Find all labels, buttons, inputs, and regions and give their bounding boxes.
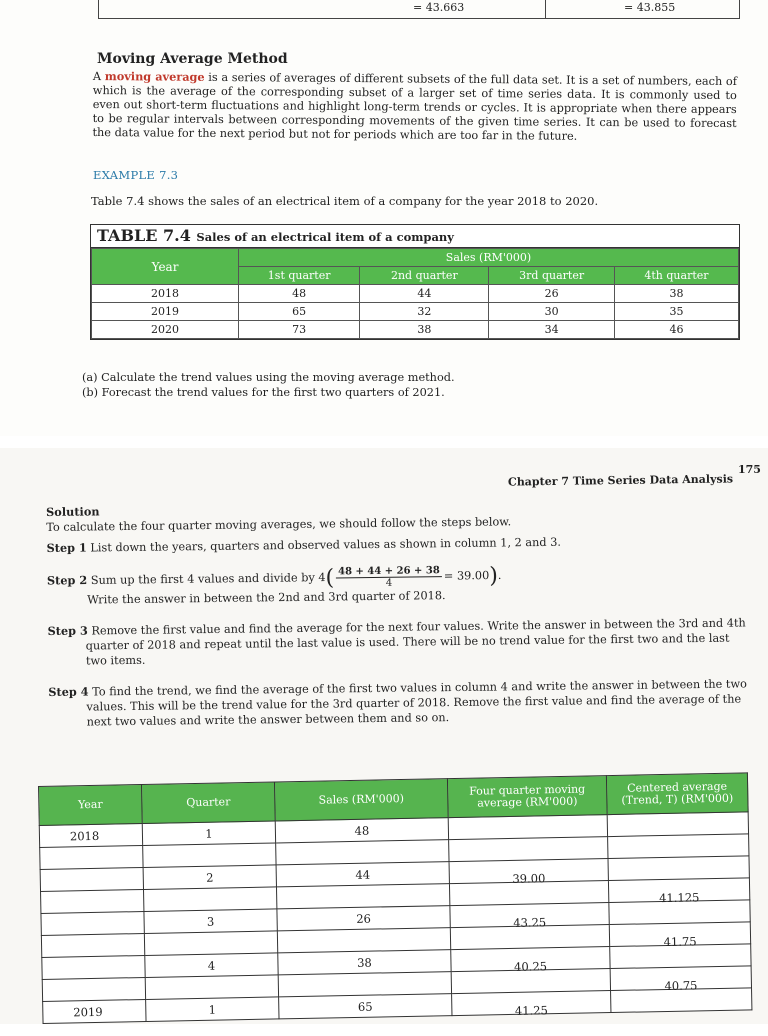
step-4: Step 4 To find the trend, we find the average of the first two values in column 4 and write the answer in between the two values. This will be the trend value for the 3rd quarter of 2018. Remove the first value and find the average of the next two values and write the answer between them and so on. xyxy=(48,677,747,729)
table-row: 2 44 39.00 xyxy=(40,856,749,892)
quarter-header: 2nd quarter xyxy=(360,267,489,285)
table-row: 2019 65 32 30 35 xyxy=(92,303,739,321)
highlighted-term: moving average xyxy=(104,69,205,84)
quarter-header: 3rd quarter xyxy=(489,267,615,285)
moving-average-value: 40.25 xyxy=(513,959,548,974)
question-list xyxy=(82,370,455,400)
fragment-value: = 43.855 xyxy=(624,1,676,14)
page-number: 175 xyxy=(738,463,761,476)
centered-average-value: 40.75 xyxy=(664,978,698,994)
solution-table xyxy=(38,772,752,1024)
table-row: 2019 1 65 41.25 xyxy=(43,988,752,1024)
table-row: 4 38 40.25 xyxy=(42,944,751,980)
example-title: EXAMPLE 7.3 xyxy=(93,168,179,182)
fragment-value: = 43.663 xyxy=(413,1,465,14)
previous-table-fragment xyxy=(98,0,740,19)
solution-table-wrapper xyxy=(38,772,755,1036)
quarter-header: 1st quarter xyxy=(239,267,360,285)
question-b: (b) Forecast the trend values for the first two quarters of 2021. xyxy=(82,386,445,399)
chapter-header: Chapter 7 Time Series Data Analysis xyxy=(507,472,734,489)
step-2: Step 2 Sum up the first 4 values and divide by 4( $\frac{48 + 44 + 26 + 38}{4}$ = 39.00). xyxy=(46,563,502,591)
col-header-moving-average: Four quarter moving average (RM'000) xyxy=(447,776,607,818)
col-header-quarter: Quarter xyxy=(141,782,275,824)
table-row: 2020 73 38 34 46 xyxy=(92,321,739,339)
solution-intro: To calculate the four quarter moving averages, we should follow the steps below. xyxy=(46,515,512,534)
solution-title: Solution xyxy=(46,504,100,519)
table-caption-text: Sales of an electrical item of a company xyxy=(196,230,454,244)
centered-average-value: 41.75 xyxy=(663,934,697,950)
example-description: Table 7.4 shows the sales of an electrical item of a company for the year 2018 to 2020. xyxy=(91,194,599,208)
centered-average-value: 41.125 xyxy=(659,890,700,906)
moving-average-value: 43.25 xyxy=(513,915,547,930)
fraction: $\frac{48 + 44 + 26 + 38}{4}$ xyxy=(336,565,442,589)
table-caption xyxy=(91,225,739,248)
textbook-page-upper xyxy=(0,0,768,436)
table-7-4 xyxy=(90,224,740,340)
col-header-centered-average: Centered average (Trend, T) (RM'000) xyxy=(606,773,748,815)
intro-paragraph: A moving average is a series of averages of different subsets of the full data set. It is a set of numbers, each of which is the average of the corresponding subset of a larger set of time series data. It is commonly used to even out short-term fluctuations and highlight long-term trends or cycles. It is appropriate when there appears to be regular intervals between corresponding movements of the given time series. It can be used to forecast the data value for the next period but not for periods which are too far in the future. xyxy=(92,69,737,143)
col-header-year: Year xyxy=(39,785,143,826)
section-title: Moving Average Method xyxy=(97,51,288,67)
table-label: TABLE 7.4 xyxy=(97,226,191,245)
question-a: (a) Calculate the trend values using the moving average method. xyxy=(82,371,455,384)
solution-block xyxy=(46,496,749,730)
step-1: Step 1 List down the years, quarters and observed values as shown in column 1, 2 and 3. xyxy=(46,535,562,555)
moving-average-value: 41.25 xyxy=(514,1003,549,1018)
table-row: 2018 1 48 xyxy=(39,812,748,848)
col-header-sales: Sales (RM'000) xyxy=(274,779,448,821)
fragment-cell xyxy=(99,0,546,18)
step-2-continuation: Write the answer in between the 2nd and 3rd quarter of 2018. xyxy=(87,589,446,607)
page-gap xyxy=(0,436,768,448)
step-3: Step 3 Remove the first value and find the average for the next four values. Write the answer in between the 3rd and 4th quarter of 2018 and repeat until the last value is used. There will be no trend value for the first two and the last two items. xyxy=(47,616,746,668)
sales-group-header: Sales (RM'000) xyxy=(239,249,739,267)
table-row: 3 26 43.25 xyxy=(41,900,750,936)
moving-average-value: 39.00 xyxy=(512,871,546,886)
table-row: 2018 48 44 26 38 xyxy=(92,285,739,303)
quarter-header: 4th quarter xyxy=(614,267,738,285)
fragment-cell xyxy=(546,0,739,18)
year-header: Year xyxy=(92,249,239,285)
